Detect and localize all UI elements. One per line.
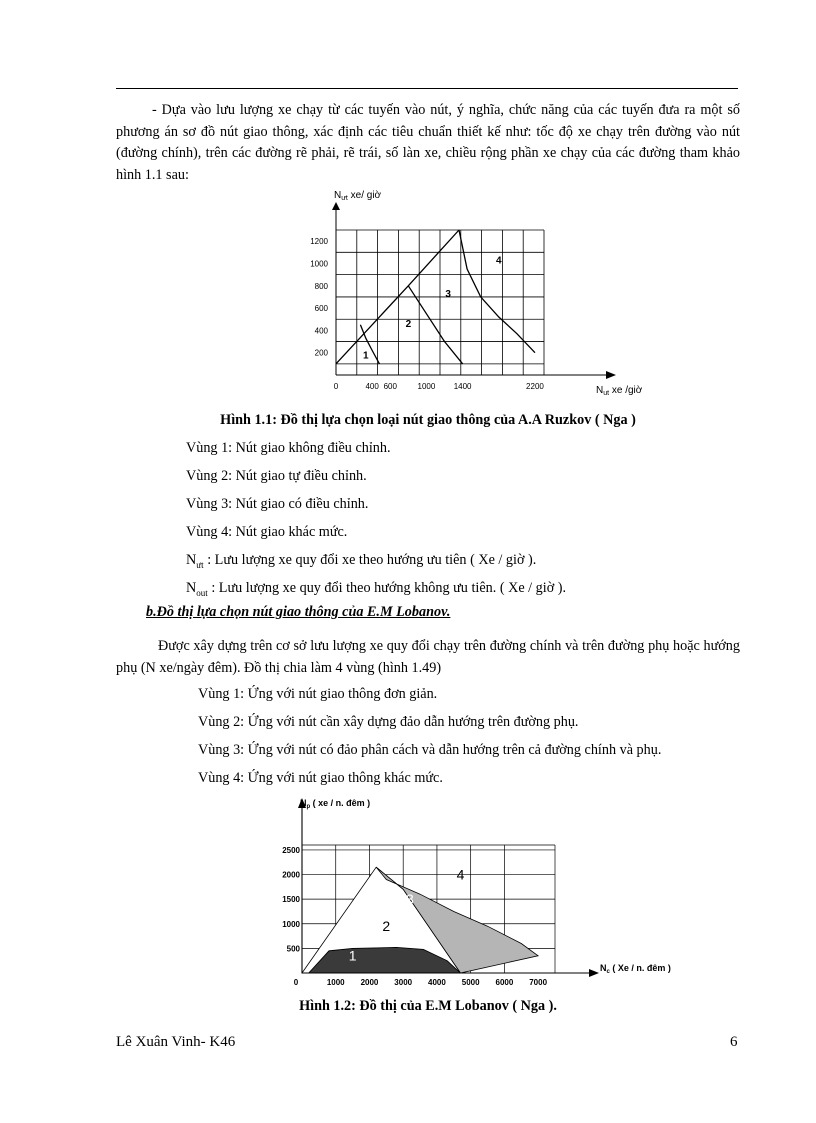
fig1-y-tick-label: 600 bbox=[314, 304, 328, 314]
intro-paragraph: - Dựa vào lưu lượng xe chạy từ các tuyến vào nút, ý nghĩa, chức năng của các tuyến đưa ra một số phương án sơ đồ nút giao thông, xác định các tiêu chuẩn thiết kế như: tốc độ xe chạy trên đường vào nút (đường chính), trên các đường rẽ phải, rẽ trái, số làn xe, chiều rộng phần xe chạy của các đường tham khảo hình 1.1 sau: bbox=[116, 102, 740, 183]
figure-1-chart bbox=[290, 180, 670, 405]
figure-1-region-labels bbox=[363, 255, 502, 361]
fig1-x-arrow bbox=[606, 371, 616, 379]
fig2-x-tick-label: 6000 bbox=[495, 978, 514, 987]
fig2-x-tick-label: 2000 bbox=[360, 978, 379, 987]
zone2-item-2: Vùng 2: Ứng với nút cần xây dựng đảo dẫn hướng trên đường phụ. bbox=[198, 714, 579, 730]
fig2-x-arrow bbox=[589, 969, 599, 977]
fig2-region-label: 4 bbox=[456, 866, 465, 883]
definition-nut: $N_{ưt}$ : Lưu lượng xe quy đổi xe theo hướng ưu tiên ( Xe / giờ ). bbox=[186, 552, 537, 570]
fig2-y-tick-label: 1500 bbox=[282, 895, 300, 905]
fig2-region-label: 3 bbox=[406, 891, 414, 908]
footer-page-number: 6 bbox=[730, 1034, 738, 1050]
figure-2-caption: Hình 1.2: Đồ thị của E.M Lobanov ( Nga ). bbox=[299, 998, 557, 1014]
fig2-region-label: 1 bbox=[348, 947, 357, 964]
fig1-region-label: 2 bbox=[405, 319, 412, 331]
fig1-x-tick-label: 400 bbox=[365, 382, 379, 391]
fig2-y-tick-label: 2500 bbox=[282, 845, 300, 855]
fig2-x-tick-label: 5000 bbox=[461, 978, 480, 987]
fig2-x-tick-label: 7000 bbox=[529, 978, 548, 987]
fig1-region-label: 1 bbox=[363, 350, 369, 362]
zone1-item-4: Vùng 4: Nút giao khác mức. bbox=[186, 524, 348, 540]
fig2-x-tick-label: 1000 bbox=[326, 978, 345, 987]
figure-1-ylabel: $N_{ưt}$ xe/ giờ bbox=[334, 190, 382, 202]
fig2-y-tick-label: 1000 bbox=[282, 919, 300, 929]
zone1-item-2: Vùng 2: Nút giao tự điều chỉnh. bbox=[186, 468, 367, 484]
fig1-x-tick-label: 1000 bbox=[417, 382, 436, 391]
fig2-x-tick-label: 4000 bbox=[428, 978, 446, 987]
fig1-x-tick-label: 0 bbox=[333, 382, 339, 391]
fig1-x-tick-label: 600 bbox=[383, 382, 397, 391]
header-rule bbox=[116, 88, 738, 89]
fig2-x-tick-label: 3000 bbox=[394, 978, 413, 987]
figure-1-xlabel: $N_{ut}$ xe /giờ bbox=[596, 385, 643, 397]
fig2-region-label: 2 bbox=[382, 918, 391, 935]
fig1-region-label: 4 bbox=[496, 255, 502, 267]
fig1-series-boundary-2-3 bbox=[405, 286, 462, 364]
figure-1-caption: Hình 1.1: Đồ thị lựa chọn loại nút giao thông của A.A Ruzkov ( Nga ) bbox=[220, 412, 636, 428]
fig1-y-tick-label: 1000 bbox=[310, 259, 328, 269]
zone2-item-1: Vùng 1: Ứng với nút giao thông đơn giản. bbox=[198, 686, 438, 702]
fig1-x-tick-label: 2200 bbox=[526, 382, 544, 391]
fig1-y-tick-label: 800 bbox=[314, 281, 328, 291]
zone2-item-3: Vùng 3: Ứng với nút có đảo phân cách và dẫn hướng trên cả đường chính và phụ. bbox=[198, 742, 662, 758]
fig2-y-tick-label: 2000 bbox=[282, 870, 300, 880]
figure-2-chart bbox=[270, 790, 710, 990]
zone1-item-3: Vùng 3: Nút giao có điều chỉnh. bbox=[186, 496, 369, 512]
fig1-y-arrow bbox=[332, 202, 340, 210]
fig1-region-label: 3 bbox=[445, 288, 451, 300]
figure-1-axes bbox=[332, 202, 616, 379]
section-heading-b: b.Đồ thị lựa chọn nút giao thông của E.M Lobanov. bbox=[146, 604, 451, 620]
figure-2-xlabel: $N_c$ ( Xe / n. đêm ) bbox=[600, 963, 671, 975]
paragraph-b: Được xây dựng trên cơ sở lưu lượng xe quy đổi chạy trên đường chính và trên đường phụ hoặc hướng phụ (N xe/ngày đêm). Đồ thị chia làm 4 vùng (hình 1.49) bbox=[116, 638, 740, 676]
fig2-y-tick-label: 500 bbox=[286, 944, 300, 954]
zone1-item-1: Vùng 1: Nút giao không điều chỉnh. bbox=[186, 440, 391, 456]
footer-author: Lê Xuân Vinh- K46 bbox=[116, 1034, 236, 1050]
zone2-item-4: Vùng 4: Ứng với nút giao thông khác mức. bbox=[198, 770, 443, 786]
fig1-y-tick-label: 1200 bbox=[310, 237, 328, 247]
fig2-origin-label: 0 bbox=[293, 978, 299, 987]
figure-2-ylabel: $N_p$ ( xe / n. đêm ) bbox=[300, 798, 371, 810]
fig1-y-tick-label: 200 bbox=[314, 348, 328, 358]
fig1-x-tick-label: 1400 bbox=[453, 382, 472, 391]
definition-nout: $N_{out}$ : Lưu lượng xe quy đổi theo hướng không ưu tiên. ( Xe / giờ ). bbox=[186, 580, 567, 598]
figure-2-regions bbox=[302, 867, 538, 973]
fig1-y-tick-label: 400 bbox=[314, 326, 328, 336]
